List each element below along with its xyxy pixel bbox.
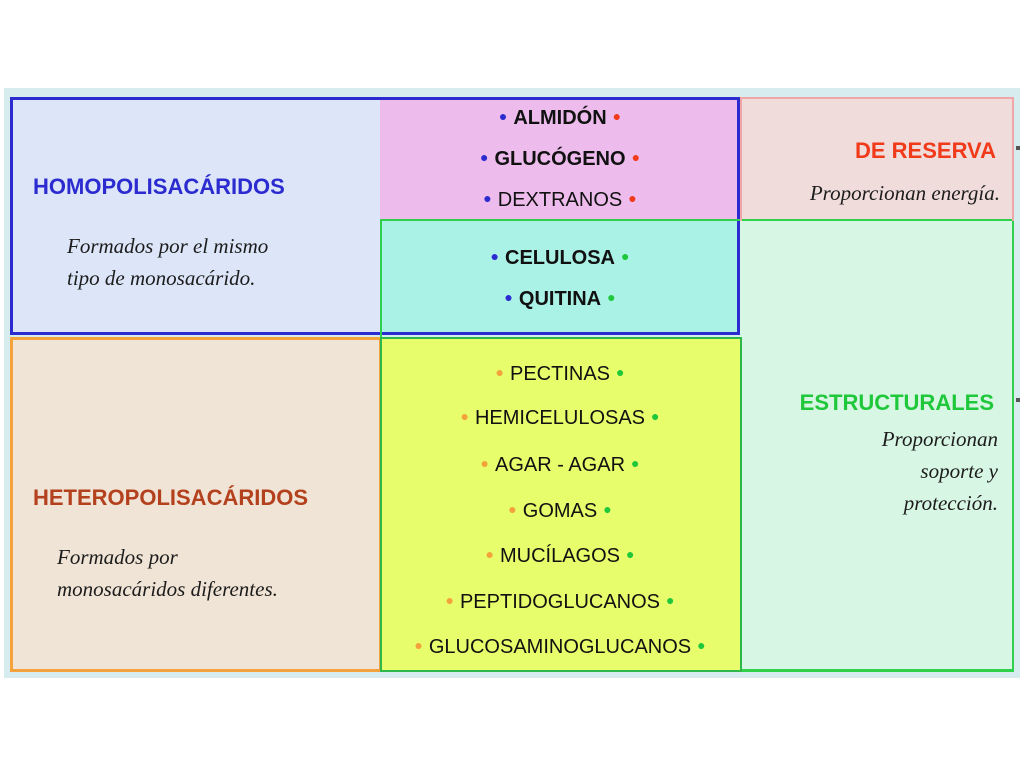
homopolysaccharides-desc-line-1: Formados por el mismo [67, 234, 269, 258]
structural-desc-line-2: soporte y [920, 459, 998, 483]
hetero-item [380, 500, 740, 523]
orange-bullet-icon: ● [480, 455, 489, 471]
edge-arrow-mark [1016, 146, 1020, 150]
heteropolysaccharides-desc-line-2: monosacáridos diferentes. [57, 577, 278, 601]
item-label-dextranos: DEXTRANOS [497, 189, 623, 211]
homopolysaccharides-title: HOMOPOLISACÁRIDOS [33, 174, 285, 199]
green-bullet-icon: ● [616, 364, 625, 380]
item-label-hemicelulosas: HEMICELULOSAS [474, 407, 646, 429]
hetero-item [380, 407, 740, 430]
blue-bullet-icon: ● [504, 289, 513, 305]
item-label-mucilagos: MUCÍLAGOS [499, 545, 621, 567]
hetero-item [380, 363, 740, 386]
structural-outline-bottom [740, 669, 1014, 672]
green-bullet-icon: ● [697, 637, 706, 653]
structural-desc-line-3: protección. [903, 491, 998, 515]
red-bullet-icon: ● [612, 108, 622, 124]
reserve-item [380, 189, 740, 212]
heteropolysaccharides-description [57, 541, 278, 605]
red-bullet-icon: ● [631, 149, 641, 165]
green-bullet-icon: ● [651, 408, 660, 424]
structural-homo-item [380, 247, 740, 270]
edge-arrow-mark [1016, 398, 1020, 402]
item-label-agar: AGAR - AGAR [494, 454, 626, 476]
orange-bullet-icon: ● [508, 501, 517, 517]
orange-bullet-icon: ● [460, 408, 469, 424]
structural-description [882, 423, 998, 519]
structural-desc-line-1: Proporcionan [881, 427, 998, 451]
blue-bullet-icon: ● [498, 108, 508, 124]
orange-bullet-icon: ● [485, 546, 494, 562]
green-bullet-icon: ● [666, 592, 675, 608]
item-label-pectinas: PECTINAS [509, 363, 611, 385]
green-bullet-icon: ● [631, 455, 640, 471]
blue-bullet-icon: ● [483, 190, 492, 206]
orange-bullet-icon: ● [445, 592, 454, 608]
item-label-celulosa: CELULOSA [505, 247, 615, 269]
reserve-item [380, 107, 740, 130]
blue-bullet-icon: ● [479, 149, 489, 165]
reserve-title: DE RESERVA [854, 138, 996, 163]
hetero-item [380, 591, 740, 614]
blue-bullet-icon: ● [490, 248, 499, 264]
heteropolysaccharides-title: HETEROPOLISACÁRIDOS [33, 485, 309, 510]
green-bullet-icon: ● [626, 546, 635, 562]
item-label-peptidoglucanos: PEPTIDOGLUCANOS [459, 591, 661, 613]
reserve-item [380, 148, 740, 171]
item-label-glucosaminoglucanos: GLUCOSAMINOGLUCANOS [428, 636, 692, 658]
homopolysaccharides-desc-line-2: tipo de monosacárido. [67, 266, 256, 290]
reserve-description: Proporcionan energía. [809, 181, 1000, 205]
item-label-glucogeno: GLUCÓGENO [494, 148, 626, 170]
structural-title: ESTRUCTURALES [799, 390, 994, 415]
green-bullet-icon: ● [621, 248, 630, 264]
hetero-item [380, 636, 740, 659]
hetero-item [380, 454, 740, 477]
green-bullet-icon: ● [603, 501, 612, 517]
green-bullet-icon: ● [607, 289, 616, 305]
item-label-almidon: ALMIDÓN [513, 107, 607, 129]
orange-bullet-icon: ● [495, 364, 504, 380]
item-label-quitina: QUITINA [518, 288, 602, 310]
hetero-item [380, 545, 740, 568]
item-label-gomas: GOMAS [522, 500, 598, 522]
orange-bullet-icon: ● [414, 637, 423, 653]
homopolysaccharides-description [67, 230, 268, 294]
red-bullet-icon: ● [628, 190, 637, 206]
structural-homo-item [380, 288, 740, 311]
heteropolysaccharides-desc-line-1: Formados por [57, 545, 178, 569]
